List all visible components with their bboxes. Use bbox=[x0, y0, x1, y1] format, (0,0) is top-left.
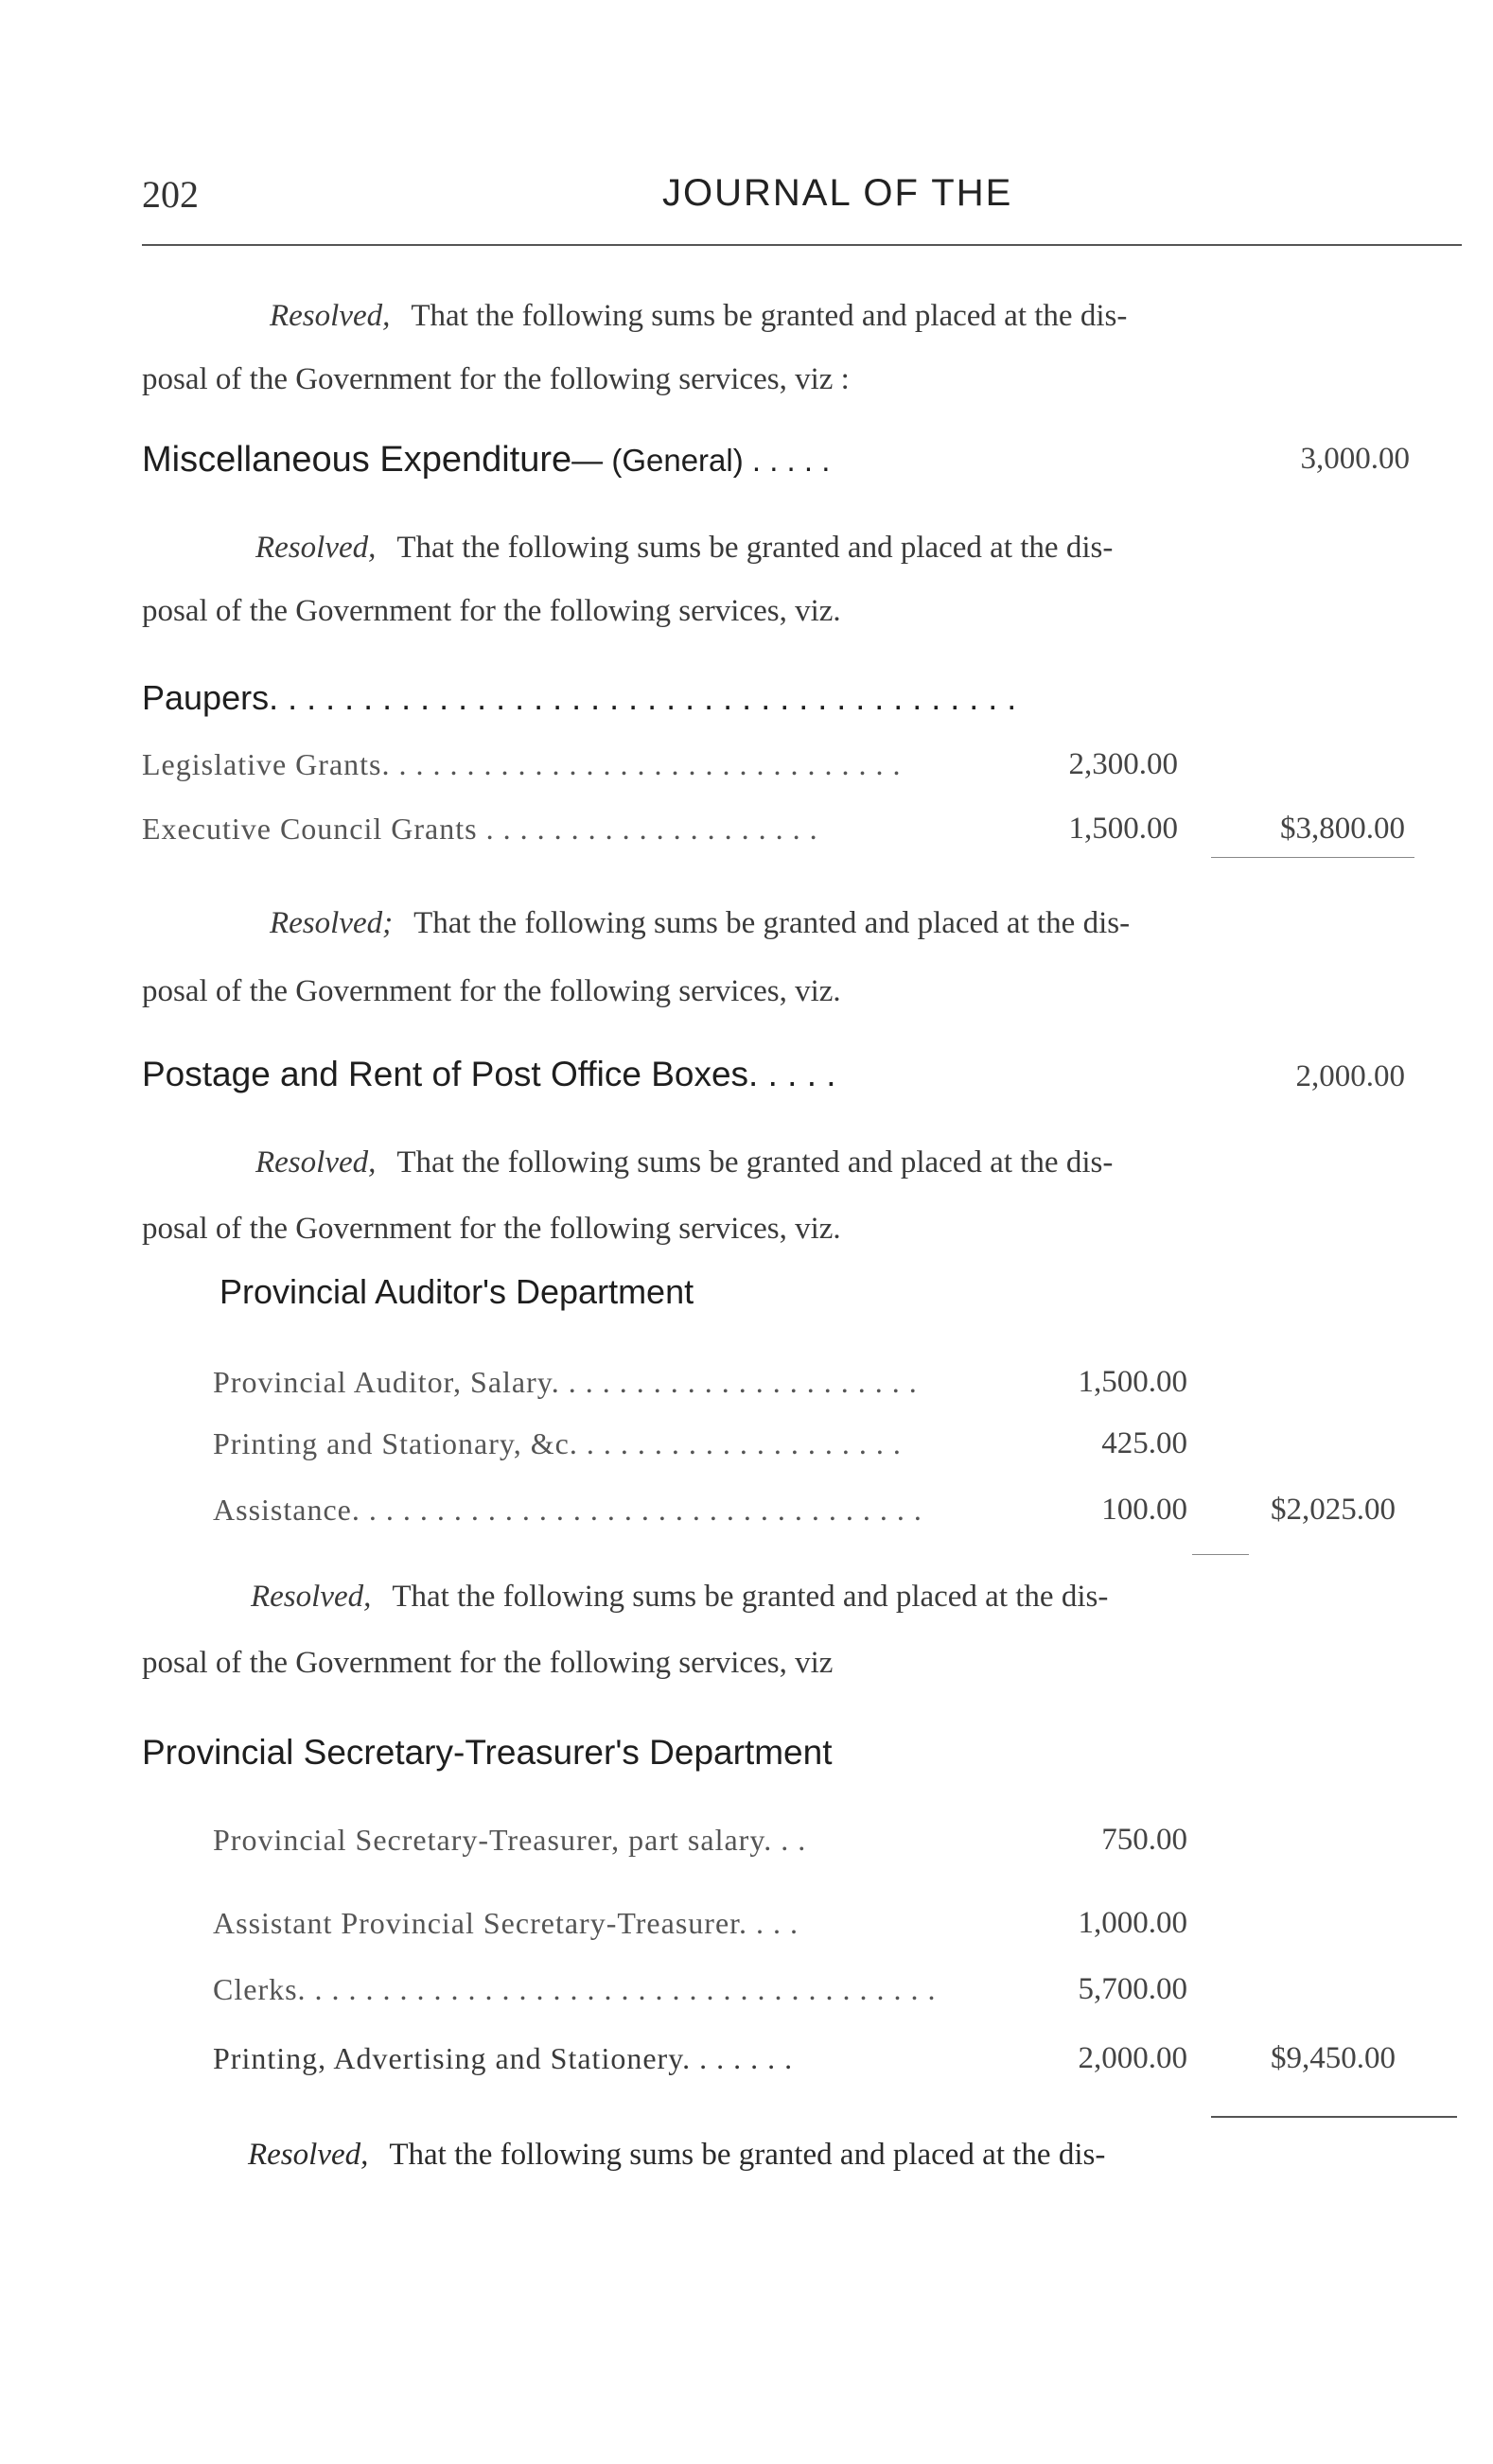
line-item-label: Printing, Advertising and Stationery. . . . . . . bbox=[213, 2041, 794, 2075]
total-rule bbox=[1192, 1554, 1249, 1555]
resolved-word: Resolved, bbox=[255, 1145, 377, 1180]
page-number: 202 bbox=[142, 173, 199, 216]
line-item-label: Provincial Auditor, Salary. . . . . . . . . . . . . . . . . . . . . . bbox=[213, 1365, 918, 1399]
line-item-total: $3,800.00 bbox=[1280, 812, 1405, 846]
line-item-label: Legislative Grants. . . . . . . . . . . . . . . . . . . . . . . . . . . . . . . bbox=[142, 747, 902, 781]
heading-total: 2,000.00 bbox=[1295, 1059, 1405, 1093]
line-item-label: Provincial Secretary-Treasurer, part salary. . . bbox=[213, 1823, 807, 1857]
heading-provincial-secretary-treasurer: Provincial Secretary-Treasurer's Department bbox=[142, 1733, 833, 1772]
line-item-amount: 1,000.00 bbox=[1078, 1906, 1187, 1940]
line-item-amount: 2,000.00 bbox=[1078, 2041, 1187, 2075]
header-rule bbox=[142, 244, 1462, 246]
line-item-amount: 100.00 bbox=[1101, 1493, 1187, 1527]
heading-postage: Postage and Rent of Post Office Boxes. . . . . bbox=[142, 1055, 836, 1093]
resolved-word: Resolved, bbox=[270, 299, 391, 333]
line-item-total: $9,450.00 bbox=[1271, 2041, 1396, 2075]
resolution-3-line-2: posal of the Government for the following services, viz. bbox=[142, 974, 841, 1008]
heading-provincial-auditor: Provincial Auditor's Department bbox=[220, 1272, 694, 1311]
line-item-amount: 425.00 bbox=[1101, 1426, 1187, 1460]
line-item-amount: 5,700.00 bbox=[1078, 1972, 1187, 2006]
line-item-amount: 1,500.00 bbox=[1078, 1365, 1187, 1399]
heading-total: 3,000.00 bbox=[1300, 442, 1410, 476]
resolved-word: Resolved, bbox=[248, 2138, 369, 2172]
running-title: JOURNAL OF THE bbox=[662, 172, 1013, 214]
resolution-1-line-1: Resolved, That the following sums be granted and placed at the dis- bbox=[270, 299, 1128, 333]
total-rule bbox=[1211, 857, 1414, 858]
line-item-total: $2,025.00 bbox=[1271, 1493, 1396, 1527]
total-rule bbox=[1211, 2116, 1457, 2118]
line-item-amount: 1,500.00 bbox=[1068, 812, 1178, 846]
resolution-3-line-1: Resolved; That the following sums be granted and placed at the dis- bbox=[270, 906, 1131, 940]
line-item-label: Executive Council Grants . . . . . . . . . . . . . . . . . . . . bbox=[142, 812, 818, 846]
line-item-label: Clerks. . . . . . . . . . . . . . . . . . . . . . . . . . . . . . . . . . . . . . bbox=[213, 1972, 937, 2006]
resolution-5-line-1: Resolved, That the following sums be granted and placed at the dis- bbox=[251, 1580, 1109, 1614]
line-item-amount: 750.00 bbox=[1101, 1823, 1187, 1857]
resolution-6-line-1: Resolved, That the following sums be granted and placed at the dis- bbox=[248, 2138, 1106, 2172]
resolved-word: Resolved, bbox=[255, 531, 377, 565]
resolution-2-line-1: Resolved, That the following sums be granted and placed at the dis- bbox=[255, 531, 1114, 565]
resolution-1-line-2: posal of the Government for the following services, viz : bbox=[142, 362, 850, 396]
line-item-label: Assistant Provincial Secretary-Treasurer. . . . bbox=[213, 1906, 799, 1940]
heading-paupers: Paupers. . . . . . . . . . . . . . . . . . . . . . . . . . . . . . . . . . . . . . . . bbox=[142, 678, 1017, 717]
resolved-word: Resolved, bbox=[251, 1580, 372, 1614]
line-item-label: Printing and Stationary, &c. . . . . . . . . . . . . . . . . . . . bbox=[213, 1426, 902, 1460]
resolution-4-line-2: posal of the Government for the following services, viz. bbox=[142, 1212, 841, 1246]
line-item-amount: 2,300.00 bbox=[1068, 747, 1178, 781]
resolution-5-line-2: posal of the Government for the following services, viz bbox=[142, 1646, 834, 1680]
resolution-2-line-2: posal of the Government for the following services, viz. bbox=[142, 594, 841, 628]
resolved-word: Resolved; bbox=[270, 906, 394, 940]
resolution-4-line-1: Resolved, That the following sums be granted and placed at the dis- bbox=[255, 1145, 1114, 1180]
heading-miscellaneous-expenditure: Miscellaneous Expenditure— (General) . . . . . bbox=[142, 440, 831, 480]
line-item-label: Assistance. . . . . . . . . . . . . . . . . . . . . . . . . . . . . . . . . . bbox=[213, 1493, 922, 1527]
